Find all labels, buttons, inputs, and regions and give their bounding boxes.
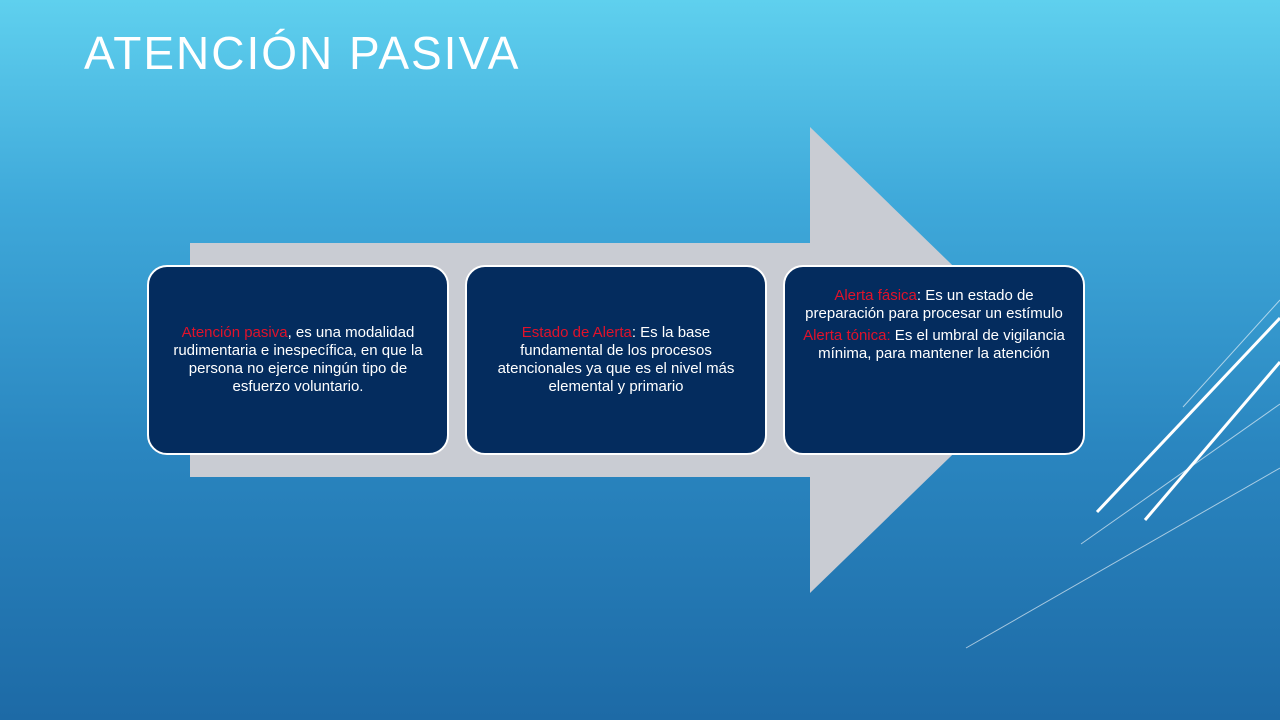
step-3-description-fasica: : Es un estado de preparación para procesar un estímulo <box>805 287 1063 322</box>
step-2-text <box>481 324 751 396</box>
slide-title: ATENCIÓN PASIVA <box>84 27 521 79</box>
step-1-description: , es una modalidad rudimentaria e inespecífica, en que la persona no ejerce ningún tipo de esfuerzo voluntario. <box>173 324 423 395</box>
step-3-term-tonica: Alerta tónica: <box>803 327 891 344</box>
step-3-text-tonica <box>799 327 1069 363</box>
process-step-estado-de-alerta <box>465 265 767 455</box>
step-3-text-fasica <box>799 287 1069 323</box>
process-step-alerta <box>783 265 1085 455</box>
step-2-term: Estado de Alerta <box>521 324 632 341</box>
step-3-term-fasica: Alerta fásica <box>834 287 917 304</box>
process-step-atencion-pasiva <box>147 265 449 455</box>
step-1-text <box>163 324 433 396</box>
step-1-term: Atención pasiva <box>181 324 288 341</box>
step-3-description-tonica: Es el umbral de vigilancia mínima, para mantener la atención <box>818 327 1065 362</box>
step-2-description: : Es la base fundamental de los procesos atencionales ya que es el nivel más elemental y primario <box>497 324 735 395</box>
